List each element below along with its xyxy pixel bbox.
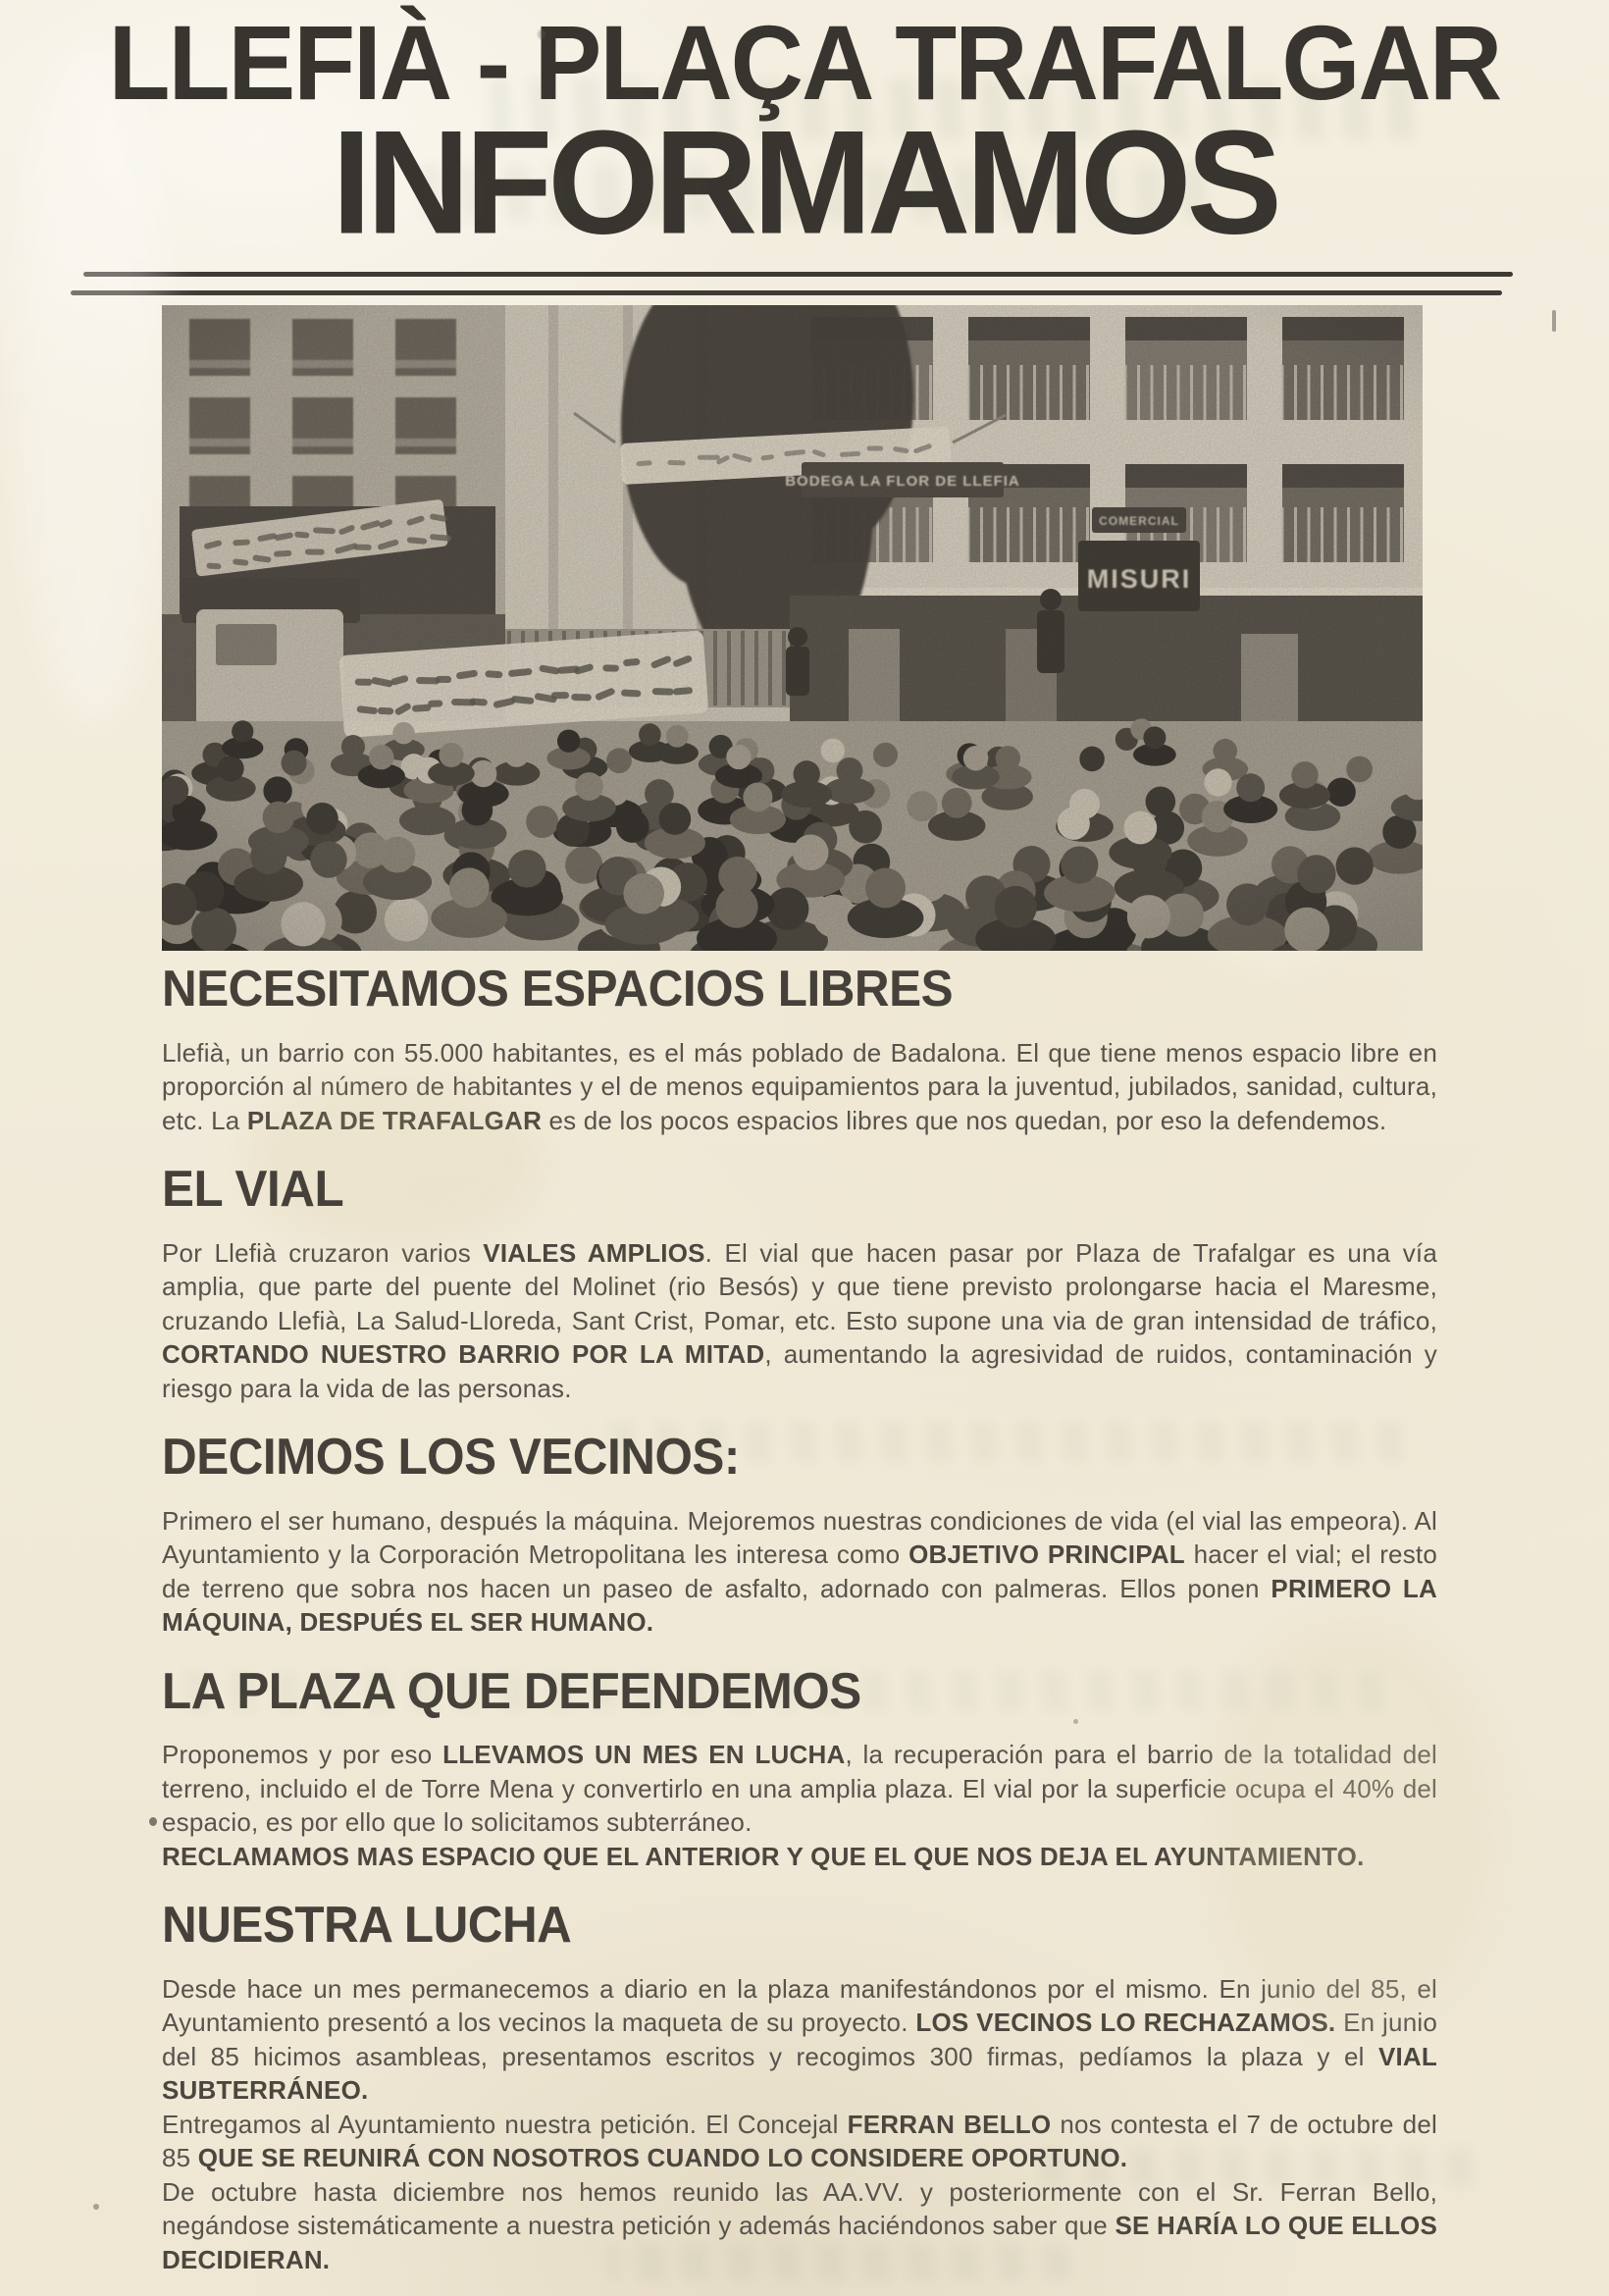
text-run: Desde hace un mes permanecemos a diario en la plaza manifestándonos por el mismo. En junio del 85, el Ayuntamiento presentó a los vecinos la maqueta de su proyecto. — [162, 1973, 1437, 2038]
section-heading: EL VIAL — [162, 1161, 344, 1219]
bold-run: OBJETIVO PRINCIPAL — [908, 1539, 1185, 1570]
bold-run: FERRAN BELLO — [847, 2109, 1052, 2139]
text-run: . El vial que hacen pasar por Plaza de Trafalgar es una vía amplia, que parte del puente del Molinet (rio Besós) y que tiene previsto prolongarse hacia el Maresme, cruzando Llefià, La Salud-Lloreda, Sant Crist, Pomar, etc. Esto supone una via de gran intensidad de tráfico, — [162, 1237, 1438, 1335]
paragraph — [162, 2175, 1437, 2277]
bold-run: PRIMERO LA MÁQUINA, DESPUÉS EL SER HUMANO. — [162, 1573, 1437, 1638]
text-run: es de los pocos espacios libres que nos quedan, por eso la defendemos. — [542, 1105, 1387, 1135]
bold-run: LOS VECINOS LO RECHAZAMOS. — [915, 2008, 1336, 2038]
text-run: Proponemos y por eso — [162, 1740, 443, 1770]
text-run: En junio del 85 hicimos asambleas, presentamos escritos y recogimos 300 firmas, pedíamos la plaza y el — [162, 2008, 1437, 2071]
bold-run: VIAL SUBTERRÁNEO. — [162, 2041, 1437, 2106]
photo-vignette — [162, 305, 1423, 951]
bold-run: LLEVAMOS UN MES EN LUCHA — [442, 1740, 846, 1770]
section-heading: NUESTRA LUCHA — [162, 1897, 572, 1955]
text-run: Por Llefià cruzaron varios — [162, 1237, 484, 1268]
divider-rule-bottom — [71, 290, 1502, 295]
bold-run: SE HARÍA LO QUE ELLOS DECIDIERAN. — [162, 2211, 1437, 2274]
flyer-title-line2: INFORMAMOS — [332, 99, 1277, 265]
paragraph — [162, 1972, 1437, 2108]
flyer-header — [0, 0, 1609, 265]
paragraph — [162, 1236, 1437, 1406]
bold-run: QUE SE REUNIRÁ CON NOSOTROS CUANDO LO CONSIDERE OPORTUNO. — [197, 2143, 1128, 2173]
demonstration-photo-illustration — [162, 305, 1423, 951]
text-run: Entregamos al Ayuntamiento nuestra petición. El Concejal — [162, 2109, 848, 2139]
flyer-title-line1: LLEFIÀ - PLAÇA TRAFALGAR — [108, 3, 1501, 123]
bold-run: CORTANDO NUESTRO BARRIO POR LA MITAD — [162, 1339, 765, 1370]
text-run: hacer el vial; el resto de terreno que sobra nos hacen un paseo de asfalto, adornado con palmeras. Ellos ponen — [162, 1539, 1438, 1603]
paragraph — [162, 2108, 1437, 2175]
bold-run: VIALES AMPLIOS — [483, 1237, 705, 1268]
paragraph — [162, 1840, 1437, 1874]
text-run: , la recuperación para el barrio de la totalidad del terreno, incluido el de Torre Mena y convertirlo en una amplia plaza. El vial por la superficie ocupa el 40% del espacio, es por ello que lo solicitamos subterráneo. — [162, 1740, 1437, 1838]
demonstration-photo — [162, 305, 1423, 951]
section-heading: DECIMOS LOS VECINOS: — [162, 1429, 740, 1487]
ink-speck — [149, 1817, 157, 1826]
text-run: nos contesta el 7 de octubre del 85 — [162, 2109, 1437, 2173]
text-run: Llefià, un barrio con 55.000 habitantes, es el más poblado de Badalona. El que tiene menos espacio libre en proporción al número de habitantes y el de menos equipamientos para la juventud, jubilados, sanidad, cultura, etc. La — [162, 1037, 1437, 1135]
text-run: De octubre hasta diciembre nos hemos reunido las AA.VV. y posteriormente con el Sr. Ferran Bello, negándose sistemáticamente a nuestra petición y además haciéndonos saber que — [162, 2176, 1437, 2241]
section-heading: NECESITAMOS ESPACIOS LIBRES — [162, 961, 954, 1018]
ink-speck — [93, 2204, 99, 2210]
section-heading: LA PLAZA QUE DEFENDEMOS — [162, 1662, 861, 1720]
article-body — [162, 963, 1437, 2276]
bold-run: PLAZA DE TRAFALGAR — [246, 1105, 543, 1135]
text-run: Primero el ser humano, después la máquina. Mejoremos nuestras condiciones de vida (el vial las empeora). Al Ayuntamiento y la Corporación Metropolitana les interesa como — [162, 1505, 1437, 1570]
ink-speck — [1552, 310, 1556, 332]
divider-rule-top — [83, 272, 1513, 277]
paragraph — [162, 1036, 1437, 1138]
bold-run: RECLAMAMOS MAS ESPACIO QUE EL ANTERIOR Y QUE EL QUE NOS DEJA EL AYUNTAMIENTO. — [162, 1841, 1365, 1871]
paragraph — [162, 1738, 1437, 1840]
paragraph — [162, 1504, 1437, 1640]
text-run: , aumentando la agresividad de ruidos, contaminación y riesgo para la vida de las personas. — [162, 1339, 1437, 1403]
